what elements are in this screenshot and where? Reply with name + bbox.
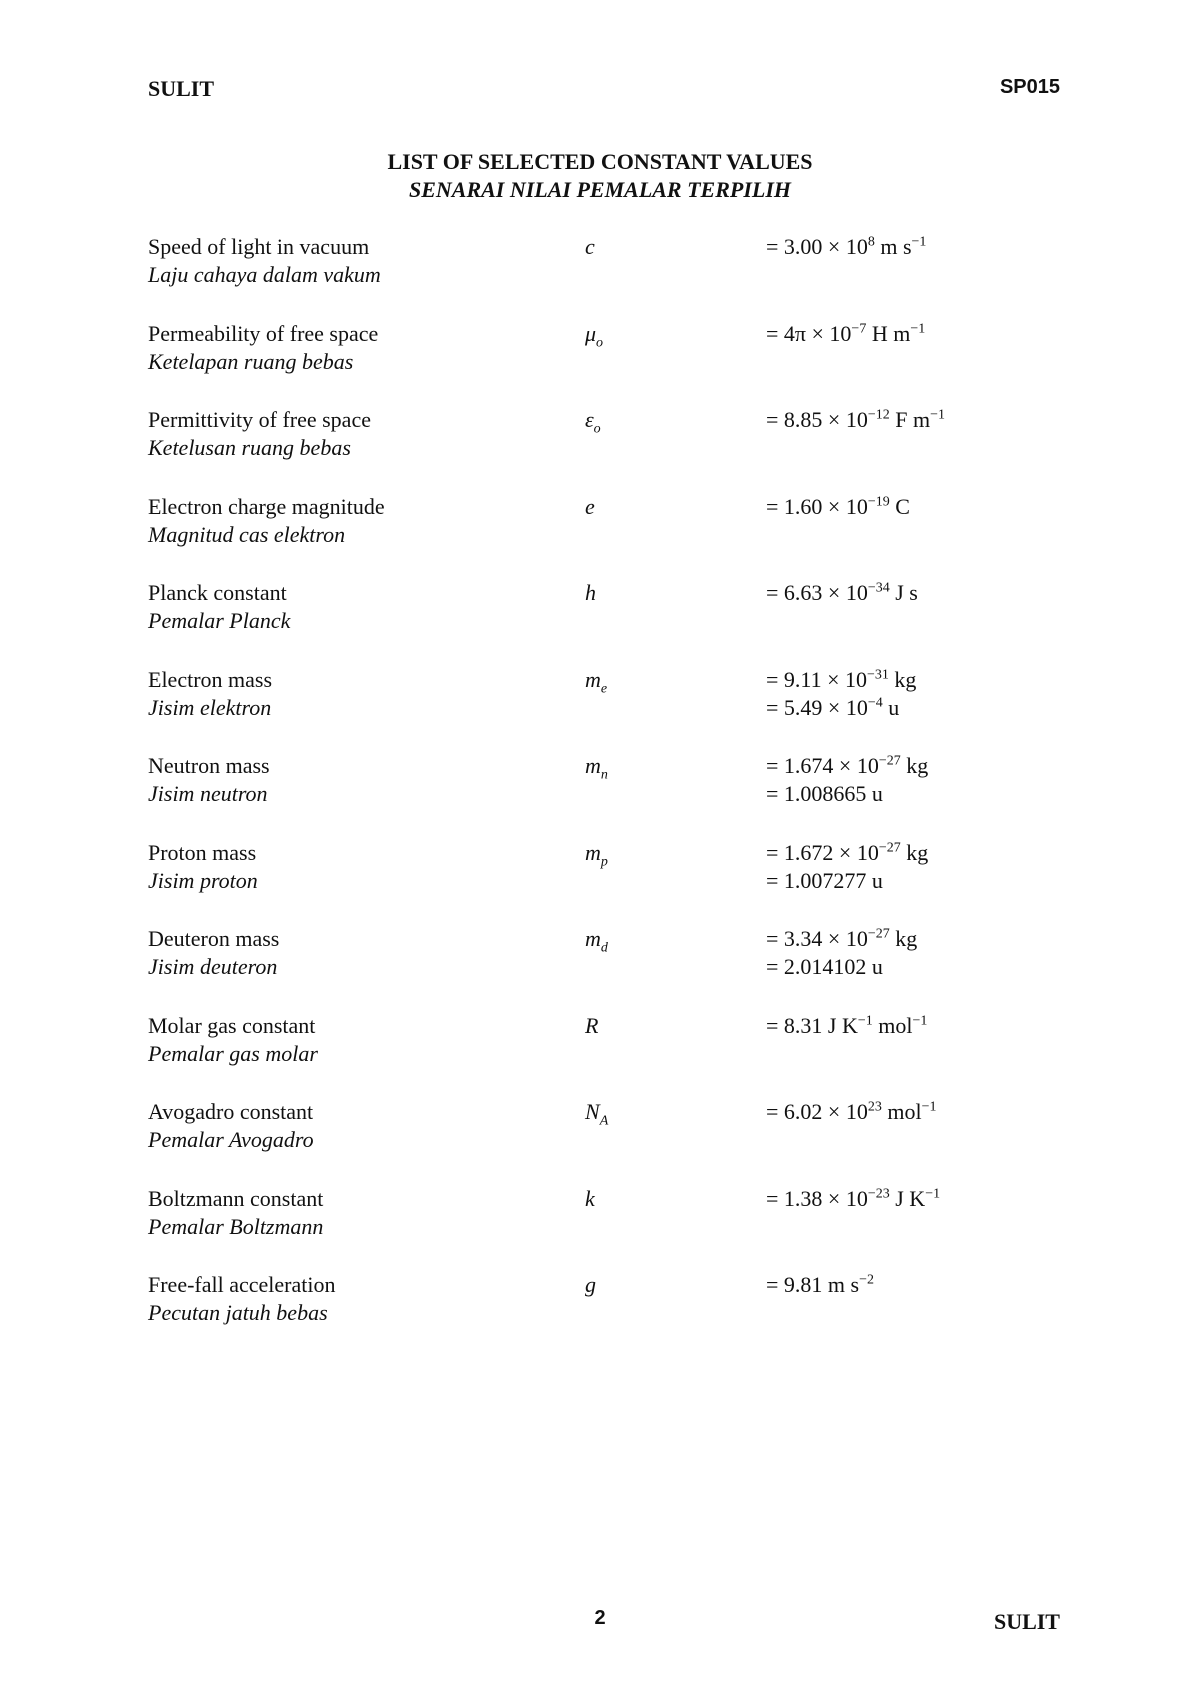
value-line <box>766 666 916 694</box>
symbol-subscript: o <box>593 421 601 437</box>
constant-name-en: Speed of light in vacuum <box>148 234 370 259</box>
constant-name-ms: Ketelapan ruang bebas <box>148 348 354 374</box>
value-text: = 8.31 J K <box>766 1012 858 1038</box>
value-line <box>766 233 926 261</box>
constant-symbol <box>585 1098 609 1129</box>
value-text: = 2.014102 u <box>766 954 883 979</box>
value-line <box>766 867 928 895</box>
value-exponent: −1 <box>921 1099 937 1115</box>
value-text: kg <box>888 666 917 692</box>
constant-name-en: Free-fall acceleration <box>148 1272 336 1297</box>
value-line <box>766 320 925 348</box>
symbol-letter: e <box>585 493 595 519</box>
value-exponent: −1 <box>911 234 927 250</box>
constant-name-en: Neutron mass <box>148 753 270 778</box>
value-text: = 9.81 m s <box>766 1272 860 1297</box>
value-line <box>766 1012 927 1040</box>
header-course-code: SP015 <box>999 76 1060 98</box>
symbol-letter: m <box>585 666 601 692</box>
value-line <box>766 1271 874 1299</box>
constant-name-en: Deuteron mass <box>148 926 280 951</box>
constant-symbol <box>585 493 595 521</box>
symbol-letter: N <box>585 1099 600 1124</box>
constant-symbol <box>585 666 607 694</box>
constant-row <box>148 233 1068 320</box>
constant-row <box>148 493 1068 580</box>
symbol-letter: g <box>585 1272 596 1297</box>
value-exponent: −27 <box>878 840 901 856</box>
constant-symbol <box>585 1012 598 1040</box>
value-text: = 4π × 10 <box>766 320 852 346</box>
symbol-letter: ε <box>585 407 594 432</box>
constant-symbol <box>585 579 596 607</box>
constant-name-ms: Pemalar gas molar <box>148 1040 318 1066</box>
value-exponent: −12 <box>867 407 890 423</box>
value-text: = 3.34 × 10 <box>766 926 868 951</box>
value-text: = 6.63 × 10 <box>766 580 868 605</box>
value-exponent: −1 <box>925 1186 941 1202</box>
value-text: mol <box>881 1099 922 1124</box>
constant-name <box>148 839 568 895</box>
constant-row <box>148 1098 1068 1185</box>
constant-value <box>766 579 918 607</box>
constant-value <box>766 320 925 348</box>
value-text: J K <box>889 1185 926 1211</box>
symbol-letter: k <box>585 1185 595 1211</box>
value-line <box>766 1098 936 1126</box>
constant-row <box>148 579 1068 666</box>
constant-name-en: Permeability of free space <box>148 320 379 346</box>
value-exponent: −23 <box>867 1186 890 1202</box>
value-exponent: 23 <box>867 1099 882 1115</box>
constant-name-en: Permittivity of free space <box>148 407 371 432</box>
page-title: LIST OF SELECTED CONSTANT VALUES <box>387 149 813 174</box>
value-text: = 8.85 × 10 <box>766 407 868 432</box>
value-text: u <box>882 694 900 720</box>
value-text: = 9.11 × 10 <box>766 666 867 692</box>
constant-row <box>148 406 1068 493</box>
value-text: H m <box>866 320 911 346</box>
symbol-subscript: e <box>600 680 608 696</box>
value-exponent: −1 <box>930 407 945 423</box>
symbol-subscript: d <box>600 940 608 956</box>
constant-name <box>148 493 568 549</box>
value-exponent: −1 <box>912 1013 928 1029</box>
symbol-subscript: n <box>600 767 608 783</box>
value-text: J s <box>889 580 918 605</box>
value-line <box>766 953 917 981</box>
constant-name <box>148 752 568 808</box>
constant-name-ms: Jisim elektron <box>148 694 272 720</box>
constant-name <box>148 925 568 981</box>
constant-row <box>148 320 1068 407</box>
value-text: = 3.00 × 10 <box>766 234 868 259</box>
value-line <box>766 752 928 780</box>
constant-name <box>148 1271 568 1327</box>
constant-name-en: Boltzmann constant <box>148 1185 324 1211</box>
value-exponent: −7 <box>851 321 867 337</box>
constant-row <box>148 1185 1068 1272</box>
constant-name-ms: Pemalar Planck <box>148 608 291 633</box>
constant-symbol <box>585 1185 595 1213</box>
constant-name <box>148 579 568 635</box>
constant-name-ms: Ketelusan ruang bebas <box>148 435 351 460</box>
symbol-subscript: A <box>599 1113 609 1129</box>
constant-name-ms: Magnitud cas elektron <box>148 521 346 547</box>
constant-value <box>766 925 917 981</box>
constant-name <box>148 1012 568 1068</box>
symbol-letter: h <box>585 580 596 605</box>
value-text: mol <box>872 1012 913 1038</box>
constant-name <box>148 1098 568 1154</box>
value-exponent: 8 <box>867 234 875 250</box>
value-line <box>766 406 945 434</box>
constant-name-en: Electron charge magnitude <box>148 493 385 519</box>
constant-name <box>148 666 568 722</box>
symbol-letter: m <box>585 926 601 951</box>
constant-value <box>766 839 928 895</box>
value-text: = 1.008665 u <box>766 781 883 806</box>
value-text: C <box>889 493 910 519</box>
constants-list <box>148 233 1068 1358</box>
value-line <box>766 694 916 722</box>
symbol-letter: R <box>585 1012 599 1038</box>
value-line <box>766 1185 940 1213</box>
constant-value <box>766 666 916 722</box>
constant-name-en: Planck constant <box>148 580 287 605</box>
constant-value <box>766 1098 936 1126</box>
constant-name <box>148 320 568 376</box>
header-classification: SULIT <box>148 76 215 101</box>
value-text: = 5.49 × 10 <box>766 694 868 720</box>
value-exponent: −27 <box>878 753 901 769</box>
constant-name-ms: Laju cahaya dalam vakum <box>148 262 381 287</box>
constant-name-ms: Jisim neutron <box>148 781 268 806</box>
page-number: 2 <box>594 1607 606 1629</box>
constant-name-en: Electron mass <box>148 666 273 692</box>
value-line <box>766 579 918 607</box>
value-text: kg <box>900 753 929 778</box>
symbol-letter: c <box>585 234 595 259</box>
page-subtitle: SENARAI NILAI PEMALAR TERPILIH <box>408 177 792 202</box>
value-line <box>766 493 910 521</box>
constant-name-en: Molar gas constant <box>148 1012 316 1038</box>
value-exponent: −27 <box>867 926 890 942</box>
constant-value <box>766 1185 940 1213</box>
symbol-subscript: p <box>600 853 608 869</box>
constant-value <box>766 1271 874 1299</box>
constant-row <box>148 752 1068 839</box>
value-exponent: −1 <box>857 1013 873 1029</box>
constant-row <box>148 1012 1068 1099</box>
symbol-letter: m <box>585 753 601 778</box>
constant-symbol <box>585 233 595 261</box>
symbol-subscript: o <box>596 334 604 350</box>
constant-value <box>766 493 910 521</box>
value-text: = 1.672 × 10 <box>766 839 879 865</box>
value-exponent: −34 <box>867 580 890 596</box>
constant-name <box>148 1185 568 1241</box>
constant-name-ms: Pemalar Avogadro <box>148 1127 314 1152</box>
value-exponent: −31 <box>867 667 889 683</box>
symbol-letter: μ <box>585 320 597 346</box>
constant-symbol <box>585 752 608 783</box>
constant-value <box>766 752 928 808</box>
value-text: = 1.60 × 10 <box>766 493 868 519</box>
constant-value <box>766 1012 927 1040</box>
constant-name-ms: Pemalar Boltzmann <box>148 1213 324 1239</box>
value-text: kg <box>889 926 918 951</box>
constant-name-en: Avogadro constant <box>148 1099 314 1124</box>
constant-symbol <box>585 925 608 956</box>
value-text: = 1.007277 u <box>766 867 883 893</box>
constant-row <box>148 1271 1068 1358</box>
constant-symbol <box>585 839 608 867</box>
value-text: = 6.02 × 10 <box>766 1099 868 1124</box>
symbol-letter: m <box>585 839 601 865</box>
value-text: m s <box>874 234 912 259</box>
constant-symbol <box>585 406 601 437</box>
constant-name-ms: Jisim deuteron <box>148 954 278 979</box>
constant-name <box>148 233 568 289</box>
value-exponent: −4 <box>867 695 883 711</box>
value-text: = 1.674 × 10 <box>766 753 879 778</box>
constant-row <box>148 925 1068 1012</box>
constant-value <box>766 233 926 261</box>
title-block <box>0 148 1200 204</box>
constant-row <box>148 666 1068 753</box>
value-exponent: −2 <box>859 1272 874 1288</box>
constant-row <box>148 839 1068 926</box>
constant-symbol <box>585 320 603 348</box>
constant-value <box>766 406 945 434</box>
footer-classification: SULIT <box>993 1609 1060 1634</box>
value-line <box>766 925 917 953</box>
value-exponent: −19 <box>867 494 890 510</box>
constant-name <box>148 406 568 462</box>
value-exponent: −1 <box>910 321 926 337</box>
constant-symbol <box>585 1271 596 1299</box>
constant-name-ms: Jisim proton <box>148 867 258 893</box>
value-line <box>766 839 928 867</box>
constant-name-en: Proton mass <box>148 839 257 865</box>
value-text: F m <box>889 407 931 432</box>
value-line <box>766 780 928 808</box>
value-text: kg <box>900 839 929 865</box>
value-text: = 1.38 × 10 <box>766 1185 868 1211</box>
constant-name-ms: Pecutan jatuh bebas <box>148 1300 328 1325</box>
